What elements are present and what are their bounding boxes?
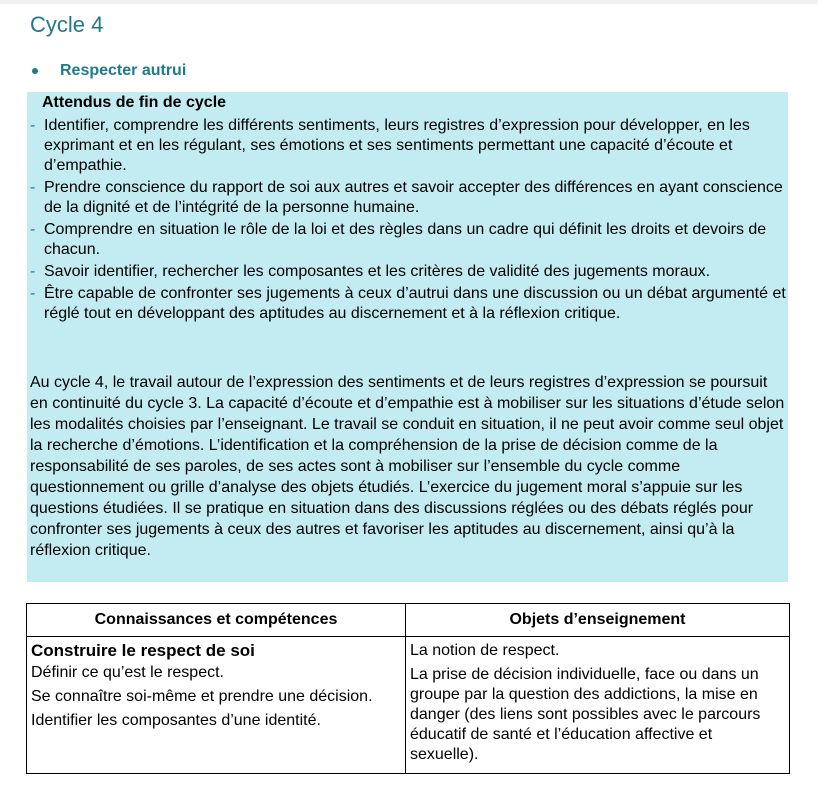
page-title: Cycle 4 (30, 12, 104, 37)
attendus-list (30, 116, 786, 326)
attendus-item-text: Prendre conscience du rapport de soi aux autres et savoir accepter des différences en ayant conscience de la dignité et de l’intégrité de la personne humaine. (44, 179, 783, 216)
cell-line: La notion de respect. (410, 642, 560, 659)
header-objets: Objets d’enseignement (406, 604, 790, 637)
cell-line: Définir ce qu’est le respect. (31, 664, 224, 681)
cell-line: Se connaître soi-même et prendre une décision. (31, 688, 373, 705)
attendus-item (30, 284, 786, 324)
subtitle-text: Respecter autrui (60, 62, 187, 79)
dash-marker: - (30, 117, 36, 134)
competences-table (26, 603, 790, 774)
attendus-heading: Attendus de fin de cycle (42, 94, 227, 111)
table-header-row (27, 604, 790, 637)
attendus-item-text: Savoir identifier, rechercher les composantes et les critères de validité des jugements moraux. (44, 263, 711, 280)
cell-heading: Construire le respect de soi (31, 641, 255, 660)
top-bar (0, 0, 818, 4)
attendus-item-text: Être capable de confronter ses jugements à ceux d’autrui dans une discussion ou un débat argumenté et réglé tout en développant des aptitudes au discernement et à la réflexion critique. (44, 285, 786, 322)
table-row (27, 637, 790, 774)
dash-marker: - (30, 285, 36, 302)
dash-marker: - (30, 221, 36, 238)
header-connaissances: Connaissances et compétences (27, 604, 406, 637)
attendus-item-text: Identifier, comprendre les différents sentiments, leurs registres d’expression pour développer, en les exprimant et en les régulant, ses émotions et ses sentiments permettant une capacité d’écoute et d’empathie. (44, 117, 750, 174)
cell-line: La prise de décision individuelle, face ou dans un groupe par la question des addictions, la mise en danger (des liens sont possibles avec le parcours éducatif de santé et l’éducation affective et sexuelle). (410, 666, 761, 763)
bullet-icon (32, 68, 38, 74)
attendus-item (30, 262, 786, 282)
section-subtitle (32, 62, 186, 80)
attendus-item (30, 116, 786, 176)
attendus-item-text: Comprendre en situation le rôle de la loi et des règles dans un cadre qui définit les droits et devoirs de chacun. (44, 221, 767, 258)
cell-connaissances (27, 637, 406, 774)
attendus-item (30, 178, 786, 218)
cell-objets (406, 637, 790, 774)
dash-marker: - (30, 179, 36, 196)
intro-paragraph: Au cycle 4, le travail autour de l’expression des sentiments et de leurs registres d’expression se poursuit en continuité du cycle 3. La capacité d’écoute et d’empathie est à mobiliser sur les situations d’étude selon les modalités choisies par l’enseignant. Le travail se conduit en situation, il ne peut avoir comme seul objet la recherche d’émotions. L’identification et la compréhension de la prise de décision comme de la responsabilité de ses paroles, de ses actes sont à mobiliser sur l’ensemble du cycle comme questionnement ou grille d’analyse des objets étudiés. L’exercice du jugement moral s’appuie sur les questions étudiées. Il se pratique en situation dans des discussions réglées ou des débats réglés pour confronter ses jugements à ceux des autres et favoriser les aptitudes au discernement, ainsi qu’à la réflexion critique. (30, 374, 785, 559)
cell-line: Identifier les composantes d’une identité. (31, 712, 321, 729)
attendus-item (30, 220, 786, 260)
dash-marker: - (30, 263, 36, 280)
